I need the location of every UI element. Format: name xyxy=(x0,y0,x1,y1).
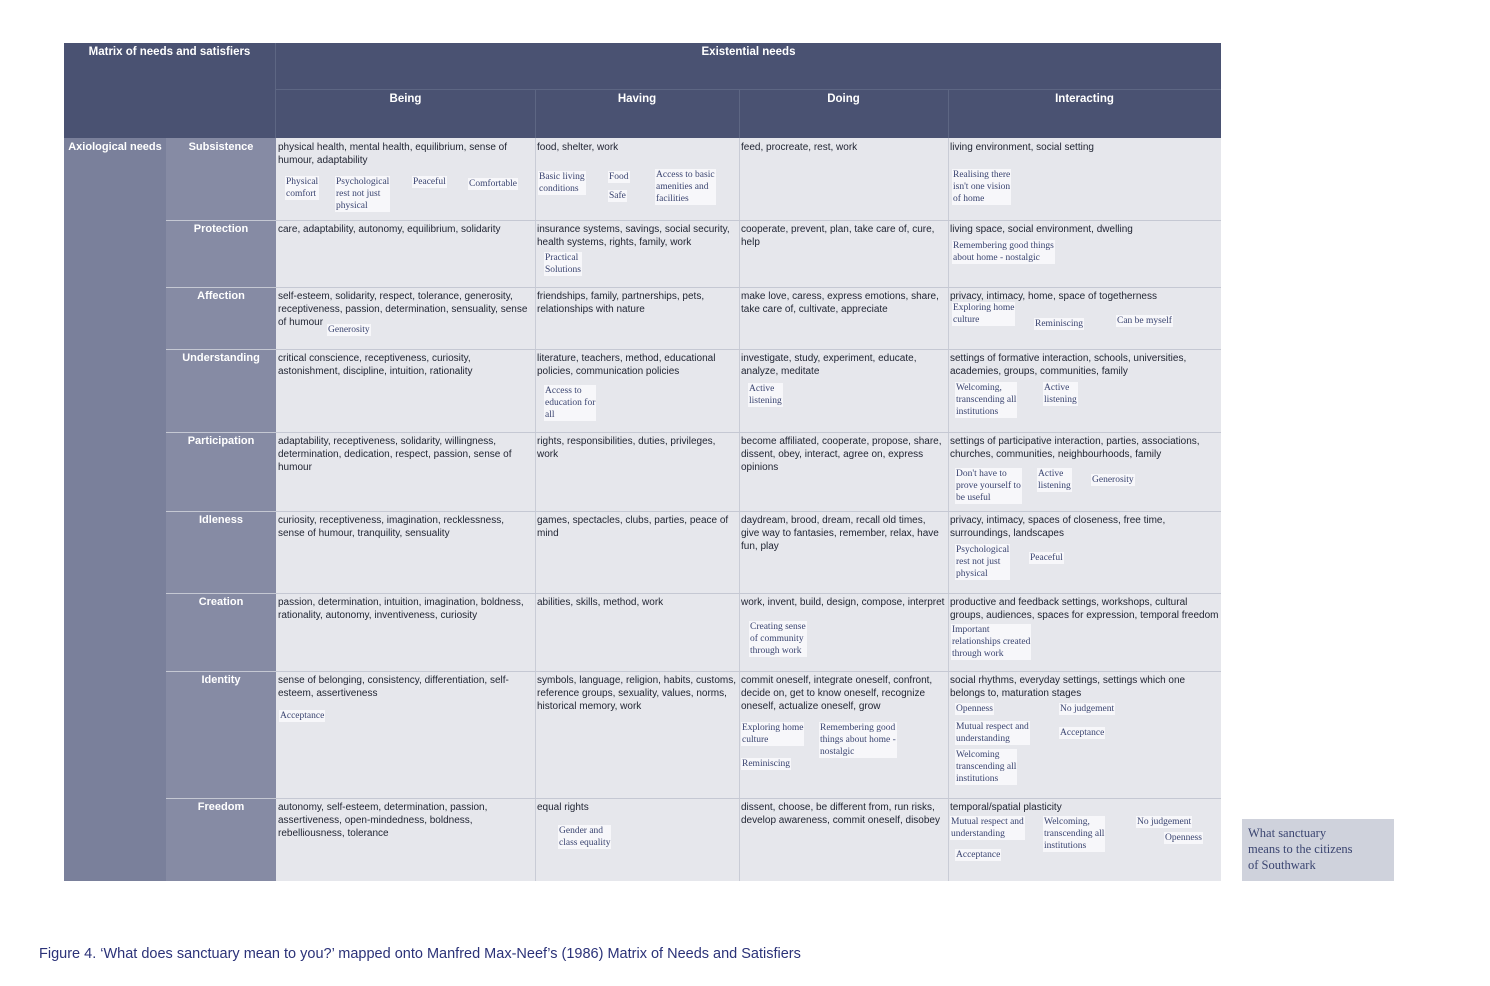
cell-freedom-interacting: temporal/spatial plasticity xyxy=(950,802,1062,813)
cell-creation-having: abilities, skills, method, work xyxy=(537,597,664,608)
cell-idleness-doing: daydream, brood, dream, recall old times, give way to fantasies, remember, relax, have fun, play xyxy=(741,515,939,552)
cell-affection-having: friendships, family, partnerships, pets, relationships with nature xyxy=(537,291,705,315)
cell-understanding-doing: investigate, study, experiment, educate, analyze, meditate xyxy=(741,353,917,377)
sticky-note: Peaceful xyxy=(1030,553,1063,563)
sticky-note: Access to basic amenities and facilities xyxy=(656,170,715,204)
sticky-note: Access to education for all xyxy=(545,386,596,420)
cell-idleness-being: curiosity, receptiveness, imagination, recklessness, sense of humour, tranquility, sensuality xyxy=(278,515,505,539)
need-label-affection: Affection xyxy=(197,290,245,302)
sticky-note: Remembering good things about home - nostalgic xyxy=(820,723,896,757)
figure-caption: Figure 4. ‘What does sanctuary mean to you?’ mapped onto Manfred Max-Neef’s (1986) Matrix of Needs and Satisfiers xyxy=(39,946,801,962)
sticky-note: Peaceful xyxy=(413,177,446,187)
cell-creation-interacting: productive and feedback settings, workshops, cultural groups, audiences, spaces for expression, temporal freedom xyxy=(950,597,1219,621)
column-header-being: Being xyxy=(389,93,422,105)
sticky-note: Reminiscing xyxy=(742,759,791,769)
cell-protection-interacting: living space, social environment, dwelling xyxy=(950,224,1133,235)
cell-subsistence-doing: feed, procreate, rest, work xyxy=(741,142,858,153)
sticky-note: Psychological rest not just physical xyxy=(956,545,1010,579)
need-label-freedom: Freedom xyxy=(197,801,245,813)
cell-participation-doing: become affiliated, cooperate, propose, share, dissent, obey, interact, agree on, express opinions xyxy=(741,436,942,473)
need-label-idleness: Idleness xyxy=(198,514,244,526)
sticky-note: Mutual respect and understanding xyxy=(951,817,1024,839)
need-label-creation: Creation xyxy=(198,596,244,608)
row-divider xyxy=(166,287,1221,288)
sticky-note: Generosity xyxy=(1092,475,1134,485)
cell-identity-doing: commit oneself, integrate oneself, confront, decide on, get to know oneself, recognize oneself, actualize oneself, grow xyxy=(741,675,933,712)
sticky-note: Generosity xyxy=(328,325,370,335)
sticky-note: Basic living conditions xyxy=(539,172,585,194)
sticky-note: Exploring home culture xyxy=(742,723,804,745)
sticky-note: Comfortable xyxy=(469,179,518,189)
cell-freedom-having: equal rights xyxy=(537,802,589,813)
header-column-divider xyxy=(535,90,536,138)
need-label-identity: Identity xyxy=(201,674,241,686)
cell-idleness-interacting: privacy, intimacy, spaces of closeness, free time, surroundings, landscapes xyxy=(950,515,1166,539)
row-divider xyxy=(166,432,1221,433)
cell-subsistence-being: physical health, mental health, equilibrium, sense of humour, adaptability xyxy=(278,142,508,166)
column-divider xyxy=(739,138,740,881)
sticky-note: Safe xyxy=(609,191,626,201)
cell-understanding-having: literature, teachers, method, educational policies, communication policies xyxy=(537,353,716,377)
cell-freedom-doing: dissent, choose, be different from, run risks, develop awareness, commit oneself, disobey xyxy=(741,802,940,826)
cell-participation-being: adaptability, receptiveness, solidarity, willingness, determination, dedication, respect, passion, sense of humour xyxy=(278,436,512,473)
column-header-interacting: Interacting xyxy=(1055,93,1114,105)
existential-needs-title: Existential needs xyxy=(701,46,796,58)
sticky-note: Acceptance xyxy=(1060,728,1105,738)
axiological-column xyxy=(64,138,166,881)
need-label-understanding: Understanding xyxy=(182,352,260,364)
need-label-protection: Protection xyxy=(193,223,249,235)
row-divider xyxy=(166,220,1221,221)
axiological-needs-title: Axiological needs xyxy=(68,141,162,153)
sticky-note: Food xyxy=(609,172,629,182)
cell-participation-having: rights, responsibilities, duties, privileges, work xyxy=(537,436,716,460)
need-label-participation: Participation xyxy=(187,435,255,447)
cell-freedom-being: autonomy, self-esteem, determination, passion, assertiveness, open-mindedness, boldness, rebelliousness, tolerance xyxy=(278,802,488,839)
sticky-note: Active listening xyxy=(749,384,782,406)
cell-creation-being: passion, determination, intuition, imagination, boldness, rationality, autonomy, inventiveness, curiosity xyxy=(278,597,524,621)
sticky-note: Psychological rest not just physical xyxy=(336,177,390,211)
cell-idleness-having: games, spectacles, clubs, parties, peace of mind xyxy=(537,515,729,539)
sticky-note: Acceptance xyxy=(956,850,1001,860)
cell-identity-being: sense of belonging, consistency, differentiation, self-esteem, assertiveness xyxy=(278,675,509,699)
cell-affection-being: self-esteem, solidarity, respect, tolerance, generosity, receptiveness, passion, determination, sensuality, sense of humour xyxy=(278,291,528,328)
sticky-note: No judgement xyxy=(1060,704,1115,714)
sticky-note: Remembering good things about home - nostalgic xyxy=(953,241,1054,263)
matrix-title: Matrix of needs and satisfiers xyxy=(88,46,251,58)
sticky-note: Welcoming, transcending all institutions xyxy=(1044,817,1105,851)
cell-identity-interacting: social rhythms, everyday settings, settings which one belongs to, maturation stages xyxy=(950,675,1186,699)
legend-box xyxy=(1242,819,1394,881)
cell-subsistence-interacting: living environment, social setting xyxy=(950,142,1094,153)
sticky-note: No judgement xyxy=(1137,817,1192,827)
sticky-note: Important relationships created through work xyxy=(952,625,1031,659)
sticky-note: Realising there isn't one vision of home xyxy=(953,170,1011,204)
sticky-note: Can be myself xyxy=(1117,316,1172,326)
cell-understanding-interacting: settings of formative interaction, schools, universities, academies, groups, communities, family xyxy=(950,353,1187,377)
sticky-note: Physical comfort xyxy=(286,177,319,199)
header-divider xyxy=(276,89,1221,90)
sticky-note: Openness xyxy=(1165,833,1202,843)
sticky-note: Mutual respect and understanding xyxy=(956,722,1029,744)
column-header-having: Having xyxy=(617,93,657,105)
cell-affection-interacting: privacy, intimacy, home, space of togetherness xyxy=(950,291,1157,302)
sticky-note: Gender and class equality xyxy=(559,826,611,848)
cell-creation-doing: work, invent, build, design, compose, interpret xyxy=(741,597,945,608)
cell-protection-having: insurance systems, savings, social security, health systems, rights, family, work xyxy=(537,224,730,248)
header-column-divider xyxy=(948,90,949,138)
sticky-note: Welcoming, transcending all institutions xyxy=(956,383,1017,417)
legend-text: What sanctuary means to the citizens of Southwark xyxy=(1248,826,1353,872)
column-header-doing: Doing xyxy=(827,93,860,105)
cell-protection-being: care, adaptability, autonomy, equilibrium, solidarity xyxy=(278,224,501,235)
sticky-note: Active listening xyxy=(1038,469,1071,491)
sticky-note: Practical Solutions xyxy=(545,253,581,275)
sticky-note: Exploring home culture xyxy=(953,303,1015,325)
cell-participation-interacting: settings of participative interaction, parties, associations, churches, communities, neighbourhoods, family xyxy=(950,436,1200,460)
need-label-subsistence: Subsistence xyxy=(188,141,254,153)
sticky-note: Reminiscing xyxy=(1035,319,1084,329)
row-divider xyxy=(166,798,1221,799)
cell-identity-having: symbols, language, religion, habits, customs, reference groups, sexuality, values, norms, historical memory, work xyxy=(537,675,736,712)
cell-subsistence-having: food, shelter, work xyxy=(537,142,619,153)
column-divider xyxy=(535,138,536,881)
header-column-divider xyxy=(739,90,740,138)
sticky-note: Active listening xyxy=(1044,383,1077,405)
sticky-note: Don't have to prove yourself to be useful xyxy=(956,469,1021,503)
sticky-note: Welcoming transcending all institutions xyxy=(956,750,1017,784)
row-divider xyxy=(166,671,1221,672)
sticky-note: Creating sense of community through work xyxy=(750,622,806,656)
sticky-note: Openness xyxy=(956,704,993,714)
column-divider xyxy=(948,138,949,881)
row-divider xyxy=(166,511,1221,512)
cell-protection-doing: cooperate, prevent, plan, take care of, cure, help xyxy=(741,224,935,248)
cell-understanding-being: critical conscience, receptiveness, curiosity, astonishment, discipline, intuition, rationality xyxy=(278,353,473,377)
row-divider xyxy=(166,349,1221,350)
cell-affection-doing: make love, caress, express emotions, share, take care of, cultivate, appreciate xyxy=(741,291,939,315)
row-divider xyxy=(166,593,1221,594)
sticky-note: Acceptance xyxy=(280,711,325,721)
